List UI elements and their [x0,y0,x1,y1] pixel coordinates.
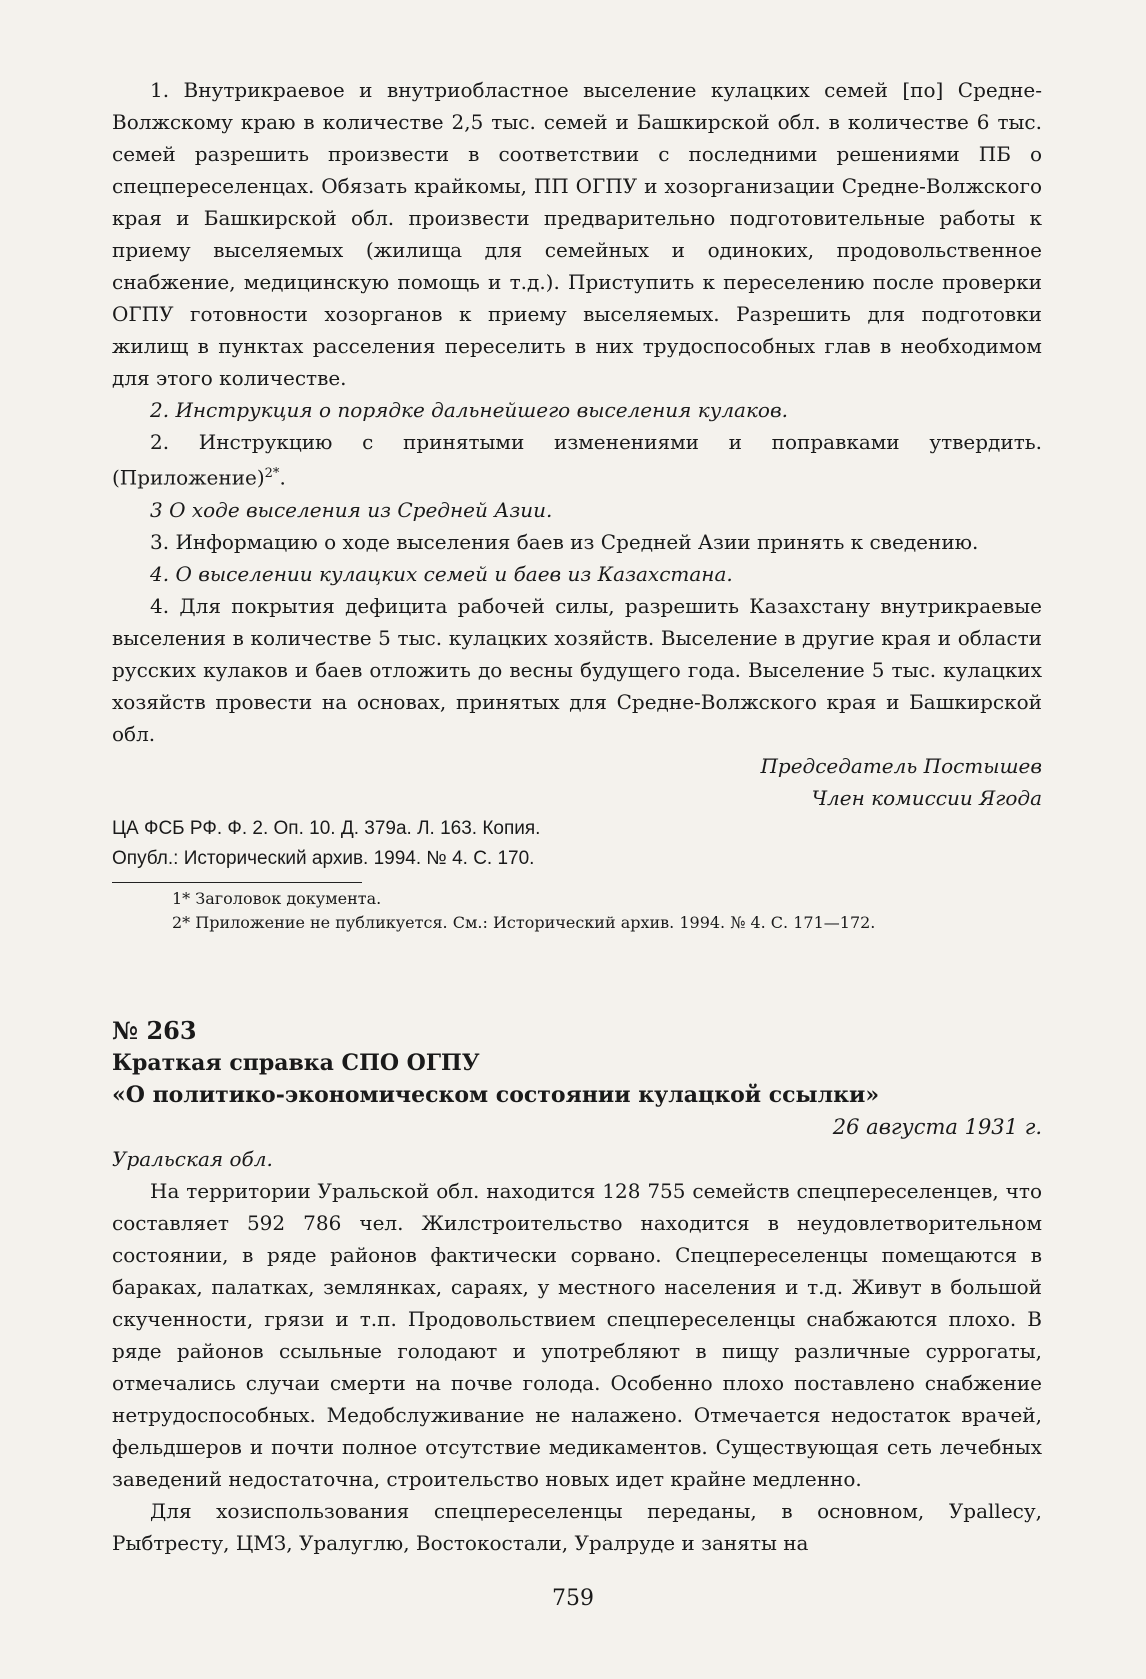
item1-paragraph: 1. Внутрикраевое и внутриобластное выселение кулацких семей [по] Средне-Волжскому краю в количестве 2,5 тыс. семей и Башкирской обл. в количестве 6 тыс. семей разрешить произвести в соответствии с последними решениями ПБ о спецпереселенцах. Обязать крайкомы, ПП ОГПУ и хозорганизации Средне-Волжского края и Башкирской обл. произвести предварительно подготовительные работы к приему выселяемых (жилища для семейных и одиноких, продовольственное снабжение, медицинскую помощь и т.д.). Приступить к переселению после проверки ОГПУ готовности хозорганов к приему выселяемых. Разрешить для подготовки жилищ в пунктах расселения переселить в них трудоспособных глав в необходимом для этого количестве. [112,78,1042,390]
heading-2: 2. Инструкция о порядке дальнейшего выселения кулаков. [150,398,788,422]
footnote-1: 1* Заголовок документа. [172,888,382,908]
document-title-line1: Краткая справка СПО ОГПУ [112,1050,480,1076]
document-date: 26 августа 1931 г. [832,1115,1042,1139]
publication-reference: Опубл.: Исторический архив. 1994. № 4. С. 170. [112,847,535,869]
document-title-line2: «О политико-экономическом состоянии кулацкой ссылки» [112,1082,880,1108]
signature-chairman: Председатель Постышев [760,753,1042,778]
document-number: № 263 [112,1016,197,1045]
region-heading: Уральская обл. [112,1147,273,1171]
archive-reference: ЦА ФСБ РФ. Ф. 2. Оп. 10. Д. 379а. Л. 163. Копия. [112,817,541,839]
heading-4: 4. О выселении кулацких семей и баев из Казахстана. [150,561,733,586]
footnote-2: 2* Приложение не публикуется. См.: Исторический архив. 1994. № 4. С. 171—172. [172,912,876,932]
body-paragraph-2: Для хозиспользования спецпереселенцы переданы, в основном, Урallесу, Рыбтресту, ЦМЗ, Уралуглю, Востокостали, Уралруде и заняты на [112,1499,1042,1555]
item2-text: 2. Инструкцию с принятыми изменениями и поправками утвердить. (Приложение) [112,430,1042,490]
item4-paragraph: 4. Для покрытия дефицита рабочей силы, разрешить Казахстану внутрикраевые выселения в количестве 5 тыс. кулацких хозяйств. Выселение в другие края и области русских кулаков и баев отложить до весны будущего года. Выселение 5 тыс. кулацких хозяйств провести на основах, принятых для Средне-Волжского края и Башкирской обл. [112,593,1042,746]
heading-3: 3 О ходе выселения из Средней Азии. [150,497,553,522]
page-number: 759 [552,1586,594,1611]
item2-paragraph [112,426,1042,494]
body-paragraph-1: На территории Уральской обл. находится 128 755 семейств спецпереселенцев, что составляет 592 786 чел. Жилстроительство находится в неудовлетворительном состоянии, в ряде районов фактически сорвано. Спецпереселенцы помещаются в бараках, палатках, землянках, сараях, у местного населения и т.д. Живут в большой скученности, грязи и т.п. Продовольствием спецпереселенцы снабжаются плохо. В ряде районов ссыльные голодают и употребляют в пищу различные суррогаты, отмечались случаи смерти на почве голода. Особенно плохо поставлено снабжение нетрудоспособных. Медобслуживание не налажено. Отмечается недостаток врачей, фельдшеров и почти полное отсутствие медикаментов. Существующая сеть лечебных заведений недостаточна, строительство новых идет крайне медленно. [112,1179,1042,1491]
item3-paragraph: 3. Информацию о ходе выселения баев из Средней Азии принять к сведению. [150,529,979,554]
footnote-divider [112,882,362,883]
item2-end: . [279,465,286,490]
doc263-block [112,1015,1042,1559]
item2-footnote-mark: 2* [264,466,280,481]
section1-block [112,74,1042,935]
signature-member: Член комиссии Ягода [811,785,1042,810]
